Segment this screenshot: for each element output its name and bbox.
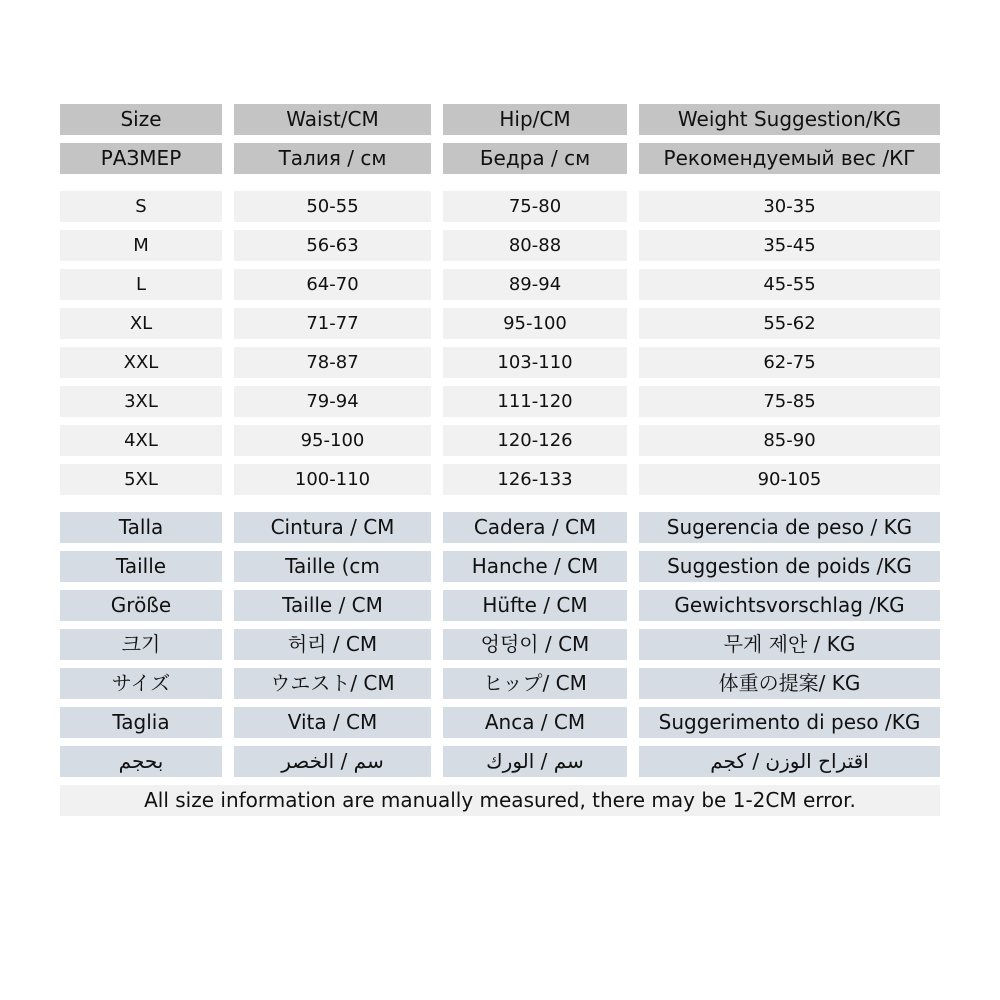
size-row: [60, 464, 940, 495]
translation-waist-cell: سم / الخصر: [234, 746, 431, 777]
size-row: [60, 269, 940, 300]
waist-cell: 50-55: [234, 191, 431, 222]
translation-hip-cell: ヒップ/ CM: [443, 668, 627, 699]
weight-cell: 30-35: [639, 191, 940, 222]
translation-waist-cell: ウエスト/ CM: [234, 668, 431, 699]
waist-cell: 95-100: [234, 425, 431, 456]
size-cell: 3XL: [60, 386, 222, 417]
size-row: [60, 191, 940, 222]
header-cell-hip: Hip/CM: [443, 104, 627, 135]
waist-cell: 71-77: [234, 308, 431, 339]
translation-weight-cell: 무게 제안 / KG: [639, 629, 940, 660]
translation-weight-cell: Gewichtsvorschlag /KG: [639, 590, 940, 621]
translation-hip-cell: سم / الورك: [443, 746, 627, 777]
header-cell-hip: Бедра / см: [443, 143, 627, 174]
weight-cell: 85-90: [639, 425, 940, 456]
size-cell: M: [60, 230, 222, 261]
translation-row: [60, 746, 940, 777]
translation-size-cell: بحجم: [60, 746, 222, 777]
translation-waist-cell: Vita / CM: [234, 707, 431, 738]
waist-cell: 79-94: [234, 386, 431, 417]
waist-cell: 78-87: [234, 347, 431, 378]
translation-size-cell: 크기: [60, 629, 222, 660]
header-cell-weight: Weight Suggestion/KG: [639, 104, 940, 135]
waist-cell: 56-63: [234, 230, 431, 261]
size-row: [60, 425, 940, 456]
translation-hip-cell: Hüfte / CM: [443, 590, 627, 621]
header-cell-size: Size: [60, 104, 222, 135]
size-cell: 5XL: [60, 464, 222, 495]
hip-cell: 89-94: [443, 269, 627, 300]
translation-row: [60, 590, 940, 621]
weight-cell: 35-45: [639, 230, 940, 261]
translation-hip-cell: Anca / CM: [443, 707, 627, 738]
size-chart-table: [60, 104, 940, 816]
size-cell: XL: [60, 308, 222, 339]
size-cell: S: [60, 191, 222, 222]
hip-cell: 111-120: [443, 386, 627, 417]
size-row: [60, 230, 940, 261]
header-cell-waist: Waist/CM: [234, 104, 431, 135]
translation-size-cell: Talla: [60, 512, 222, 543]
header-cell-waist: Талия / см: [234, 143, 431, 174]
header-row: [60, 104, 940, 135]
size-row: [60, 347, 940, 378]
hip-cell: 103-110: [443, 347, 627, 378]
size-cell: L: [60, 269, 222, 300]
translation-hip-cell: Hanche / CM: [443, 551, 627, 582]
hip-cell: 75-80: [443, 191, 627, 222]
hip-cell: 80-88: [443, 230, 627, 261]
translation-waist-cell: Cintura / CM: [234, 512, 431, 543]
translation-weight-cell: اقتراح الوزن / كجم: [639, 746, 940, 777]
translation-row: [60, 512, 940, 543]
translation-weight-cell: Sugerencia de peso / KG: [639, 512, 940, 543]
translation-waist-cell: 허리 / CM: [234, 629, 431, 660]
translation-waist-cell: Taille (cm: [234, 551, 431, 582]
hip-cell: 120-126: [443, 425, 627, 456]
size-cell: 4XL: [60, 425, 222, 456]
translation-size-cell: Taglia: [60, 707, 222, 738]
size-row: [60, 308, 940, 339]
header-row: [60, 143, 940, 174]
header-cell-size: РАЗМЕР: [60, 143, 222, 174]
header-cell-weight: Рекомендуемый вес /КГ: [639, 143, 940, 174]
translation-size-cell: サイズ: [60, 668, 222, 699]
weight-cell: 62-75: [639, 347, 940, 378]
translation-row: [60, 707, 940, 738]
weight-cell: 45-55: [639, 269, 940, 300]
translation-hip-cell: Cadera / CM: [443, 512, 627, 543]
translation-waist-cell: Taille / CM: [234, 590, 431, 621]
translation-row: [60, 629, 940, 660]
translation-row: [60, 668, 940, 699]
size-row: [60, 386, 940, 417]
hip-cell: 126-133: [443, 464, 627, 495]
translation-weight-cell: Suggestion de poids /KG: [639, 551, 940, 582]
waist-cell: 100-110: [234, 464, 431, 495]
measurement-footnote: All size information are manually measured, there may be 1-2CM error.: [60, 785, 940, 816]
translation-size-cell: Taille: [60, 551, 222, 582]
weight-cell: 75-85: [639, 386, 940, 417]
waist-cell: 64-70: [234, 269, 431, 300]
translation-weight-cell: 体重の提案/ KG: [639, 668, 940, 699]
weight-cell: 55-62: [639, 308, 940, 339]
weight-cell: 90-105: [639, 464, 940, 495]
translation-size-cell: Größe: [60, 590, 222, 621]
size-cell: XXL: [60, 347, 222, 378]
translation-hip-cell: 엉덩이 / CM: [443, 629, 627, 660]
translation-row: [60, 551, 940, 582]
hip-cell: 95-100: [443, 308, 627, 339]
translation-weight-cell: Suggerimento di peso /KG: [639, 707, 940, 738]
